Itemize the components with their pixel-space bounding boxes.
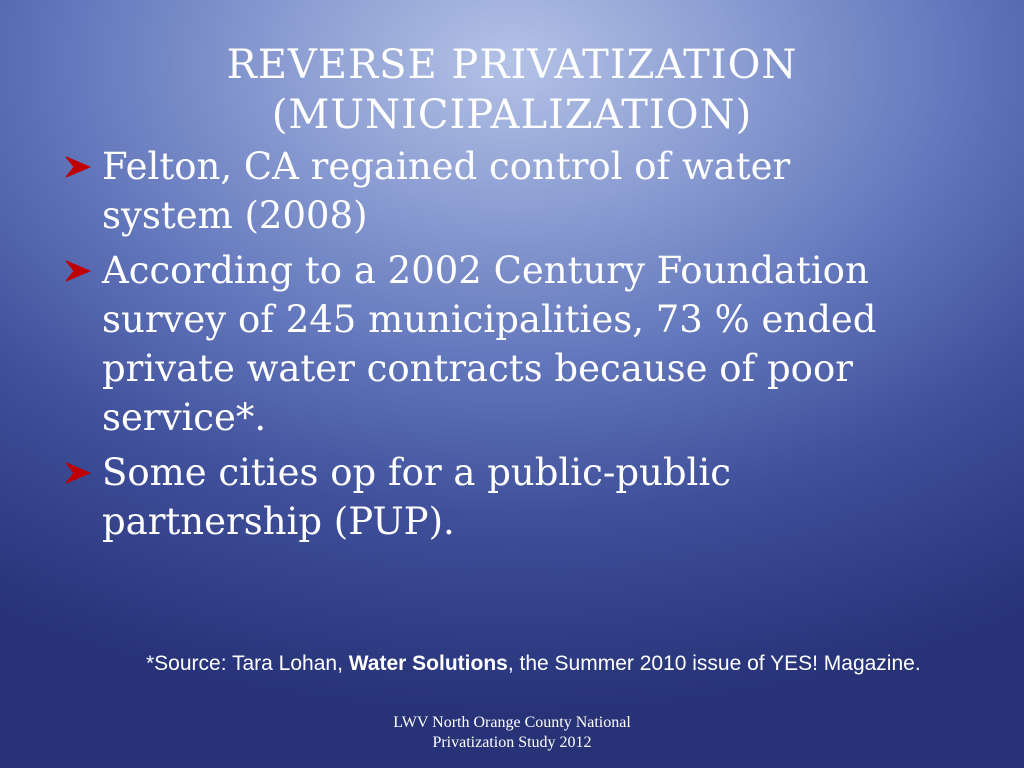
bullet-item bbox=[62, 448, 902, 546]
footer-line-2: Privatization Study 2012 bbox=[432, 734, 592, 751]
arrow-bullet-icon bbox=[64, 259, 94, 283]
bullet-list bbox=[62, 142, 902, 552]
bullet-item bbox=[62, 142, 902, 240]
arrow-bullet-icon bbox=[64, 155, 94, 179]
bullet-item bbox=[62, 246, 902, 442]
title-line-1: REVERSE PRIVATIZATION bbox=[226, 42, 798, 88]
source-citation bbox=[146, 650, 926, 677]
bullet-text: Felton, CA regained control of water system (2008) bbox=[102, 145, 791, 237]
arrow-bullet-icon bbox=[64, 461, 94, 485]
title-line-2: (MUNICIPALIZATION) bbox=[271, 92, 753, 138]
source-suffix: , the Summer 2010 issue of YES! Magazine. bbox=[507, 652, 921, 675]
source-title: Water Solutions bbox=[348, 652, 508, 675]
bullet-text: According to a 2002 Century Foundation survey of 245 municipalities, 73 % ended private water contracts because of poor service*. bbox=[102, 249, 877, 439]
bullet-text: Some cities op for a public-public partnership (PUP). bbox=[102, 451, 731, 543]
source-prefix: *Source: Tara Lohan, bbox=[146, 652, 349, 675]
slide-title bbox=[60, 40, 964, 140]
slide-footer bbox=[312, 713, 712, 753]
footer-line-1: LWV North Orange County National bbox=[393, 714, 631, 731]
